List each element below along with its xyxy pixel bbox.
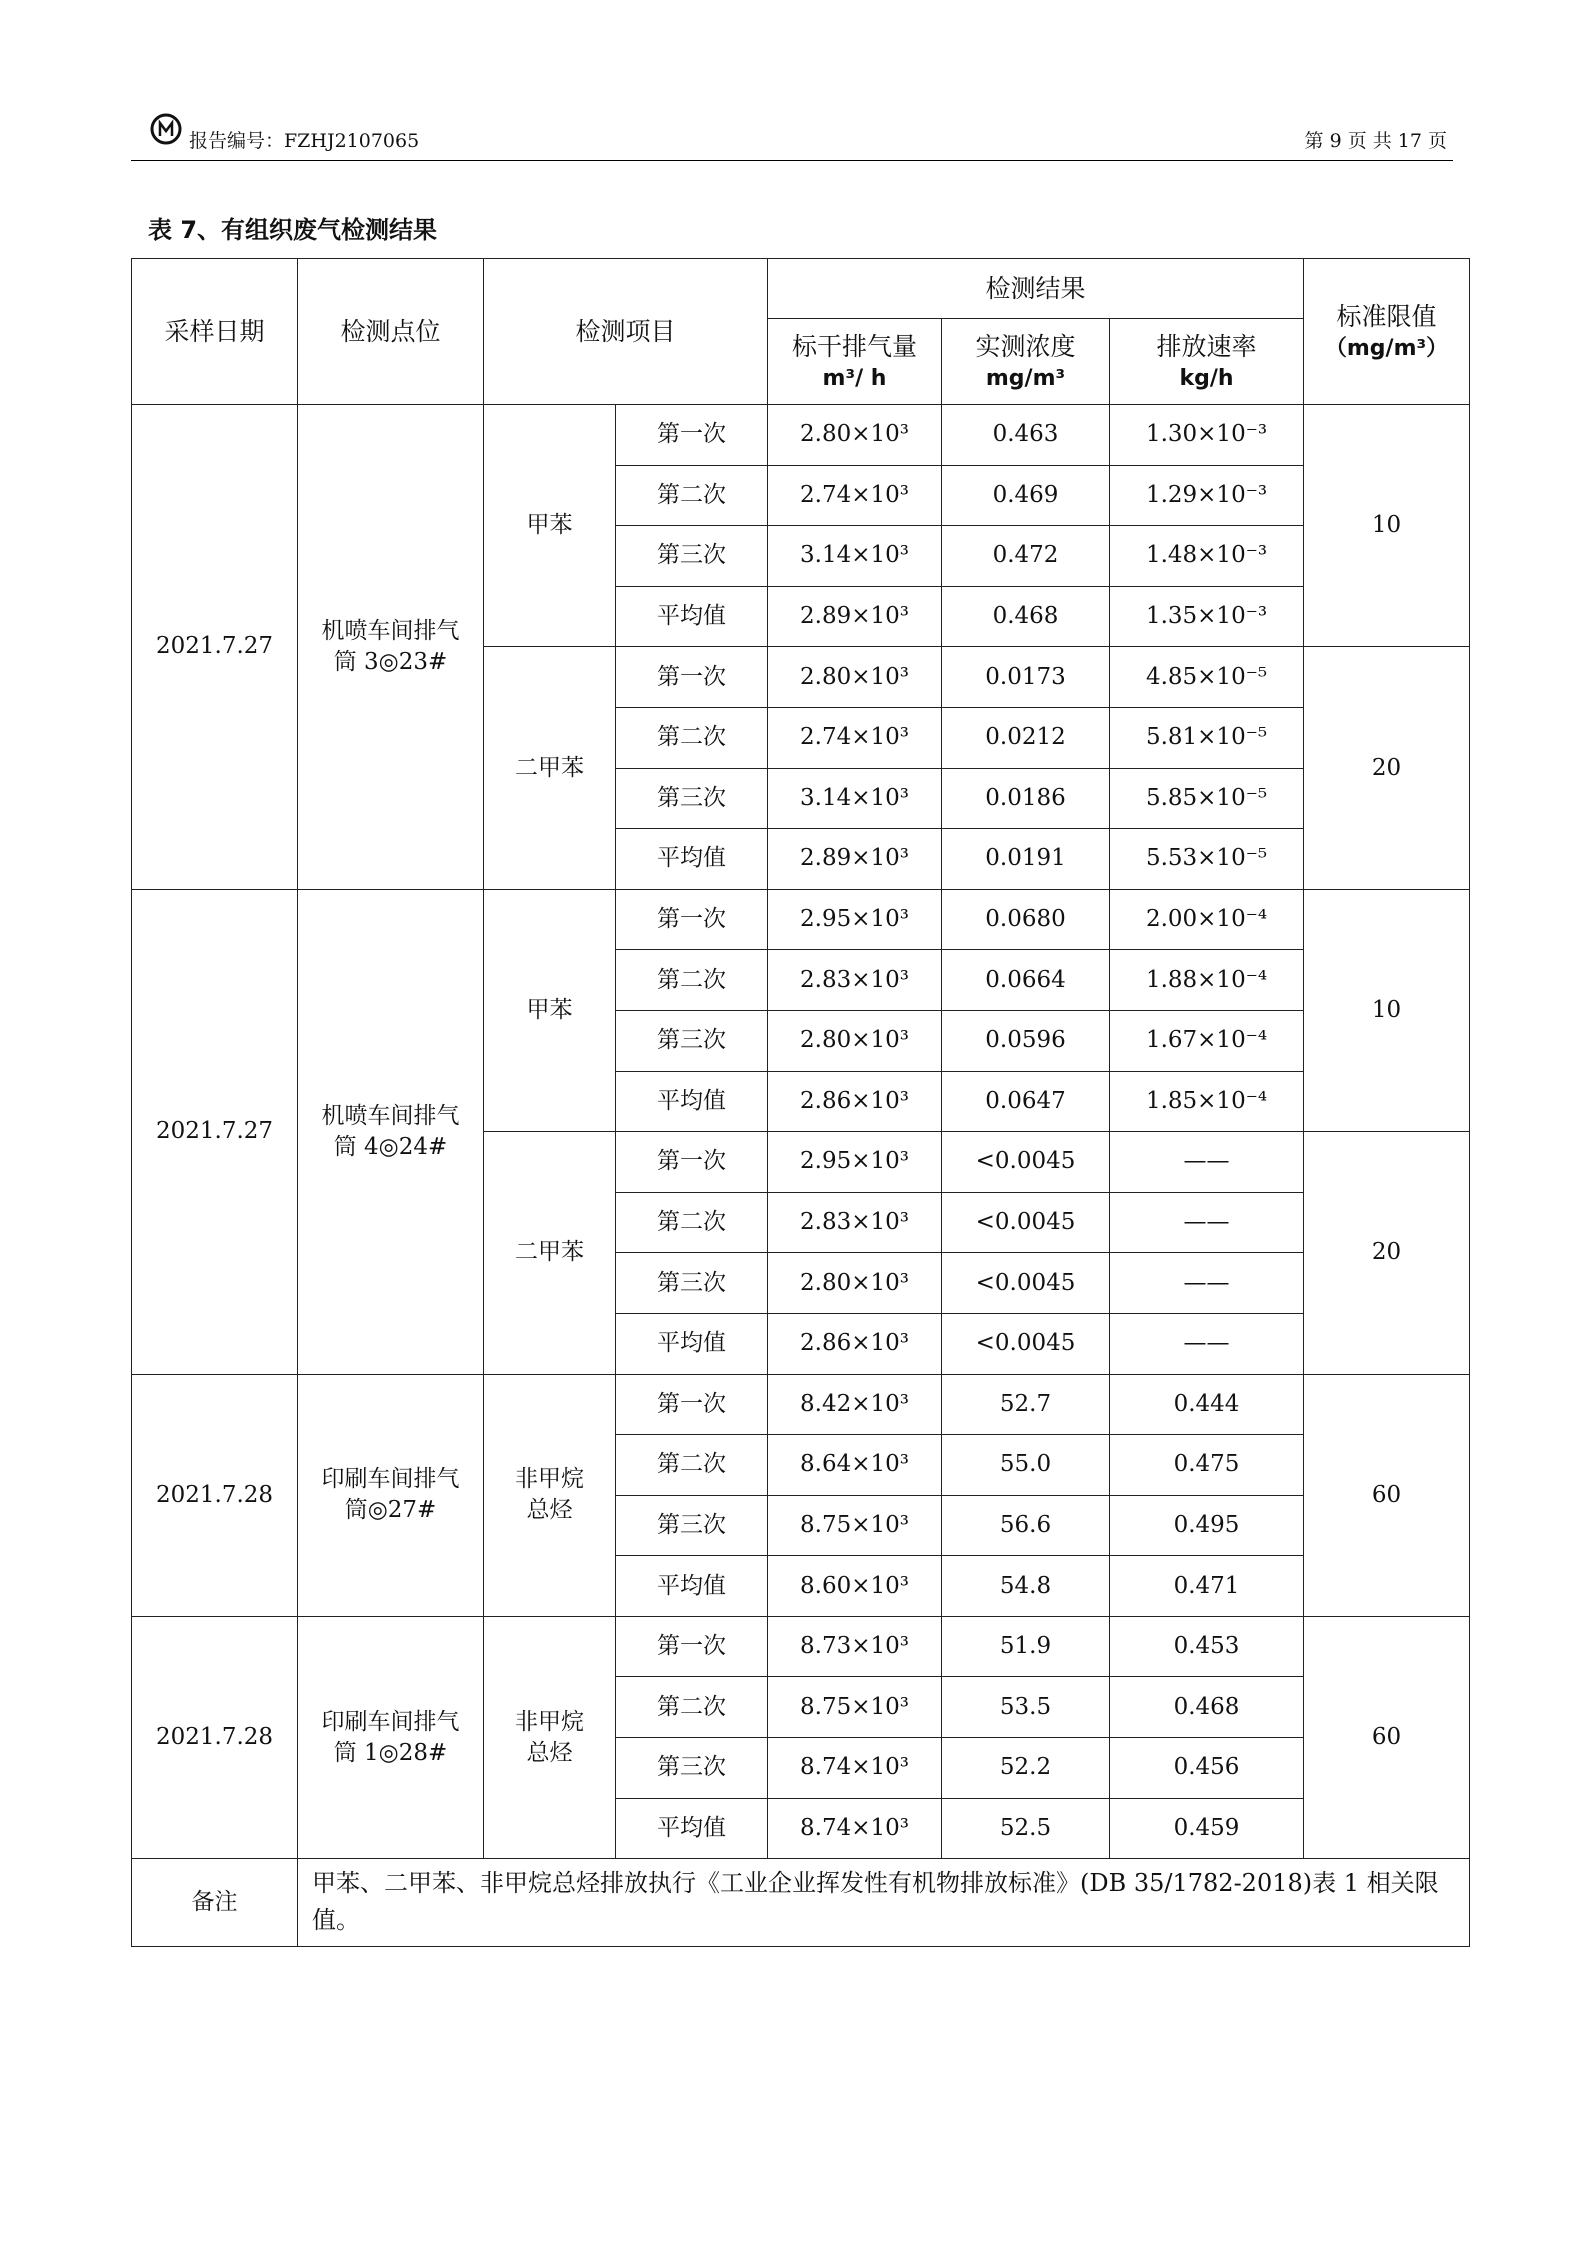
conc-value: 54.8 [942,1556,1110,1617]
round-label: 第二次 [616,1435,768,1496]
header-item: 检测项目 [484,259,768,405]
header-rate-unit: kg/h [1179,365,1234,391]
round-label: 平均值 [616,1556,768,1617]
rate-value: 1.29×10⁻³ [1110,465,1304,526]
conc-value: <0.0045 [942,1132,1110,1193]
conc-value: 0.463 [942,405,1110,466]
conc-value: 55.0 [942,1435,1110,1496]
conc-value: 0.0647 [942,1071,1110,1132]
flow-value: 8.73×10³ [768,1616,942,1677]
pollutant-name: 二甲苯 [484,647,616,889]
header-date: 采样日期 [132,259,298,405]
table-row [132,405,1470,466]
rate-value: 5.81×10⁻⁵ [1110,707,1304,768]
header-conc-label: 实测浓度 [975,331,1076,361]
flow-value: 2.95×10³ [768,1132,942,1193]
rate-value: 4.85×10⁻⁵ [1110,647,1304,708]
rate-value: 0.453 [1110,1616,1304,1677]
conc-value: 51.9 [942,1616,1110,1677]
conc-value: 0.0212 [942,707,1110,768]
conc-value: 0.469 [942,465,1110,526]
round-label: 第三次 [616,1253,768,1314]
header-flow [768,319,942,405]
sampling-point: 机喷车间排气筒 4◎24# [298,889,484,1374]
conc-value: 0.468 [942,586,1110,647]
header-rate [1110,319,1304,405]
header-flow-label: 标干排气量 [792,331,918,361]
round-label: 平均值 [616,1071,768,1132]
flow-value: 2.80×10³ [768,1010,942,1071]
rate-value: 0.495 [1110,1495,1304,1556]
conc-value: <0.0045 [942,1192,1110,1253]
page-indicator: 第 9 页 共 17 页 [1304,130,1447,152]
round-label: 平均值 [616,586,768,647]
rate-value: —— [1110,1192,1304,1253]
remark-row [132,1859,1470,1946]
round-label: 第一次 [616,1132,768,1193]
conc-value: 52.2 [942,1738,1110,1799]
sampling-date: 2021.7.27 [132,889,298,1374]
rate-value: —— [1110,1132,1304,1193]
pollutant-name: 甲苯 [484,889,616,1131]
flow-value: 2.80×10³ [768,1253,942,1314]
rate-value: 1.67×10⁻⁴ [1110,1010,1304,1071]
header-limit [1304,259,1470,405]
round-label: 第三次 [616,1010,768,1071]
flow-value: 3.14×10³ [768,768,942,829]
flow-value: 2.86×10³ [768,1313,942,1374]
round-label: 第二次 [616,707,768,768]
round-label: 第一次 [616,405,768,466]
rate-value: 5.53×10⁻⁵ [1110,829,1304,890]
flow-value: 8.64×10³ [768,1435,942,1496]
conc-value: 52.7 [942,1374,1110,1435]
rate-value: —— [1110,1313,1304,1374]
sampling-date: 2021.7.28 [132,1616,298,1858]
limit-value: 60 [1304,1616,1470,1858]
conc-value: 56.6 [942,1495,1110,1556]
round-label: 第一次 [616,889,768,950]
header-point: 检测点位 [298,259,484,405]
rate-value: 2.00×10⁻⁴ [1110,889,1304,950]
flow-value: 8.75×10³ [768,1495,942,1556]
flow-value: 2.74×10³ [768,707,942,768]
round-label: 平均值 [616,1313,768,1374]
rate-value: 0.459 [1110,1798,1304,1859]
table-row [132,1374,1470,1435]
round-label: 第三次 [616,1738,768,1799]
conc-value: <0.0045 [942,1313,1110,1374]
sampling-point: 印刷车间排气筒 1◎28# [298,1616,484,1858]
round-label: 第一次 [616,1374,768,1435]
rate-value: 0.468 [1110,1677,1304,1738]
rate-value: 1.85×10⁻⁴ [1110,1071,1304,1132]
rate-value: —— [1110,1253,1304,1314]
conc-value: 0.0186 [942,768,1110,829]
emission-results-table [131,258,1470,1947]
round-label: 第三次 [616,768,768,829]
header-results: 检测结果 [768,259,1304,319]
limit-value: 10 [1304,889,1470,1131]
pollutant-name: 二甲苯 [484,1132,616,1374]
round-label: 第二次 [616,465,768,526]
round-label: 第二次 [616,1192,768,1253]
conc-value: 53.5 [942,1677,1110,1738]
rate-value: 5.85×10⁻⁵ [1110,768,1304,829]
round-label: 第二次 [616,1677,768,1738]
flow-value: 2.74×10³ [768,465,942,526]
round-label: 平均值 [616,829,768,890]
flow-value: 2.83×10³ [768,950,942,1011]
rate-value: 1.88×10⁻⁴ [1110,950,1304,1011]
header-rate-label: 排放速率 [1156,331,1257,361]
flow-value: 2.86×10³ [768,1071,942,1132]
flow-value: 8.42×10³ [768,1374,942,1435]
limit-value: 20 [1304,647,1470,889]
rate-value: 0.444 [1110,1374,1304,1435]
conc-value: 0.0191 [942,829,1110,890]
header-conc-unit: mg/m³ [985,365,1066,391]
table-row [132,889,1470,950]
table-row [132,1616,1470,1677]
flow-value: 2.95×10³ [768,889,942,950]
pollutant-name: 非甲烷总烃 [484,1374,616,1616]
sampling-point: 印刷车间排气筒◎27# [298,1374,484,1616]
flow-value: 2.83×10³ [768,1192,942,1253]
limit-value: 20 [1304,1132,1470,1374]
round-label: 第一次 [616,647,768,708]
remark-text: 甲苯、二甲苯、非甲烷总烃排放执行《工业企业挥发性有机物排放标准》(DB 35/1782-2018)表 1 相关限值。 [298,1859,1470,1946]
flow-value: 8.60×10³ [768,1556,942,1617]
conc-value: 0.0664 [942,950,1110,1011]
table-title: 表 7、有组织废气检测结果 [148,216,438,244]
limit-value: 60 [1304,1374,1470,1616]
conc-value: 52.5 [942,1798,1110,1859]
header-limit-label: 标准限值 [1336,301,1437,331]
header-flow-unit: m³/ h [822,365,887,391]
conc-value: 0.0173 [942,647,1110,708]
rate-value: 0.456 [1110,1738,1304,1799]
conc-value: 0.0596 [942,1010,1110,1071]
remark-label: 备注 [132,1859,298,1946]
rate-value: 1.48×10⁻³ [1110,526,1304,587]
sampling-date: 2021.7.28 [132,1374,298,1616]
limit-value: 10 [1304,405,1470,647]
sampling-point: 机喷车间排气筒 3◎23# [298,405,484,890]
company-logo-icon [149,112,183,146]
rate-value: 1.35×10⁻³ [1110,586,1304,647]
rate-value: 1.30×10⁻³ [1110,405,1304,466]
sampling-date: 2021.7.27 [132,405,298,890]
round-label: 平均值 [616,1798,768,1859]
flow-value: 8.74×10³ [768,1738,942,1799]
rate-value: 0.475 [1110,1435,1304,1496]
flow-value: 2.89×10³ [768,586,942,647]
round-label: 第三次 [616,1495,768,1556]
header-row-1 [132,259,1470,319]
round-label: 第二次 [616,950,768,1011]
round-label: 第三次 [616,526,768,587]
pollutant-name: 甲苯 [484,405,616,647]
conc-value: <0.0045 [942,1253,1110,1314]
flow-value: 3.14×10³ [768,526,942,587]
rate-value: 0.471 [1110,1556,1304,1617]
flow-value: 8.75×10³ [768,1677,942,1738]
report-number: 报告编号：FZHJ2107065 [189,130,420,152]
flow-value: 2.80×10³ [768,647,942,708]
pollutant-name: 非甲烷总烃 [484,1616,616,1858]
header-conc [942,319,1110,405]
round-label: 第一次 [616,1616,768,1677]
flow-value: 2.80×10³ [768,405,942,466]
page-header [131,112,1453,161]
flow-value: 2.89×10³ [768,829,942,890]
conc-value: 0.472 [942,526,1110,587]
flow-value: 8.74×10³ [768,1798,942,1859]
conc-value: 0.0680 [942,889,1110,950]
header-limit-unit: （mg/m³） [1324,335,1449,361]
